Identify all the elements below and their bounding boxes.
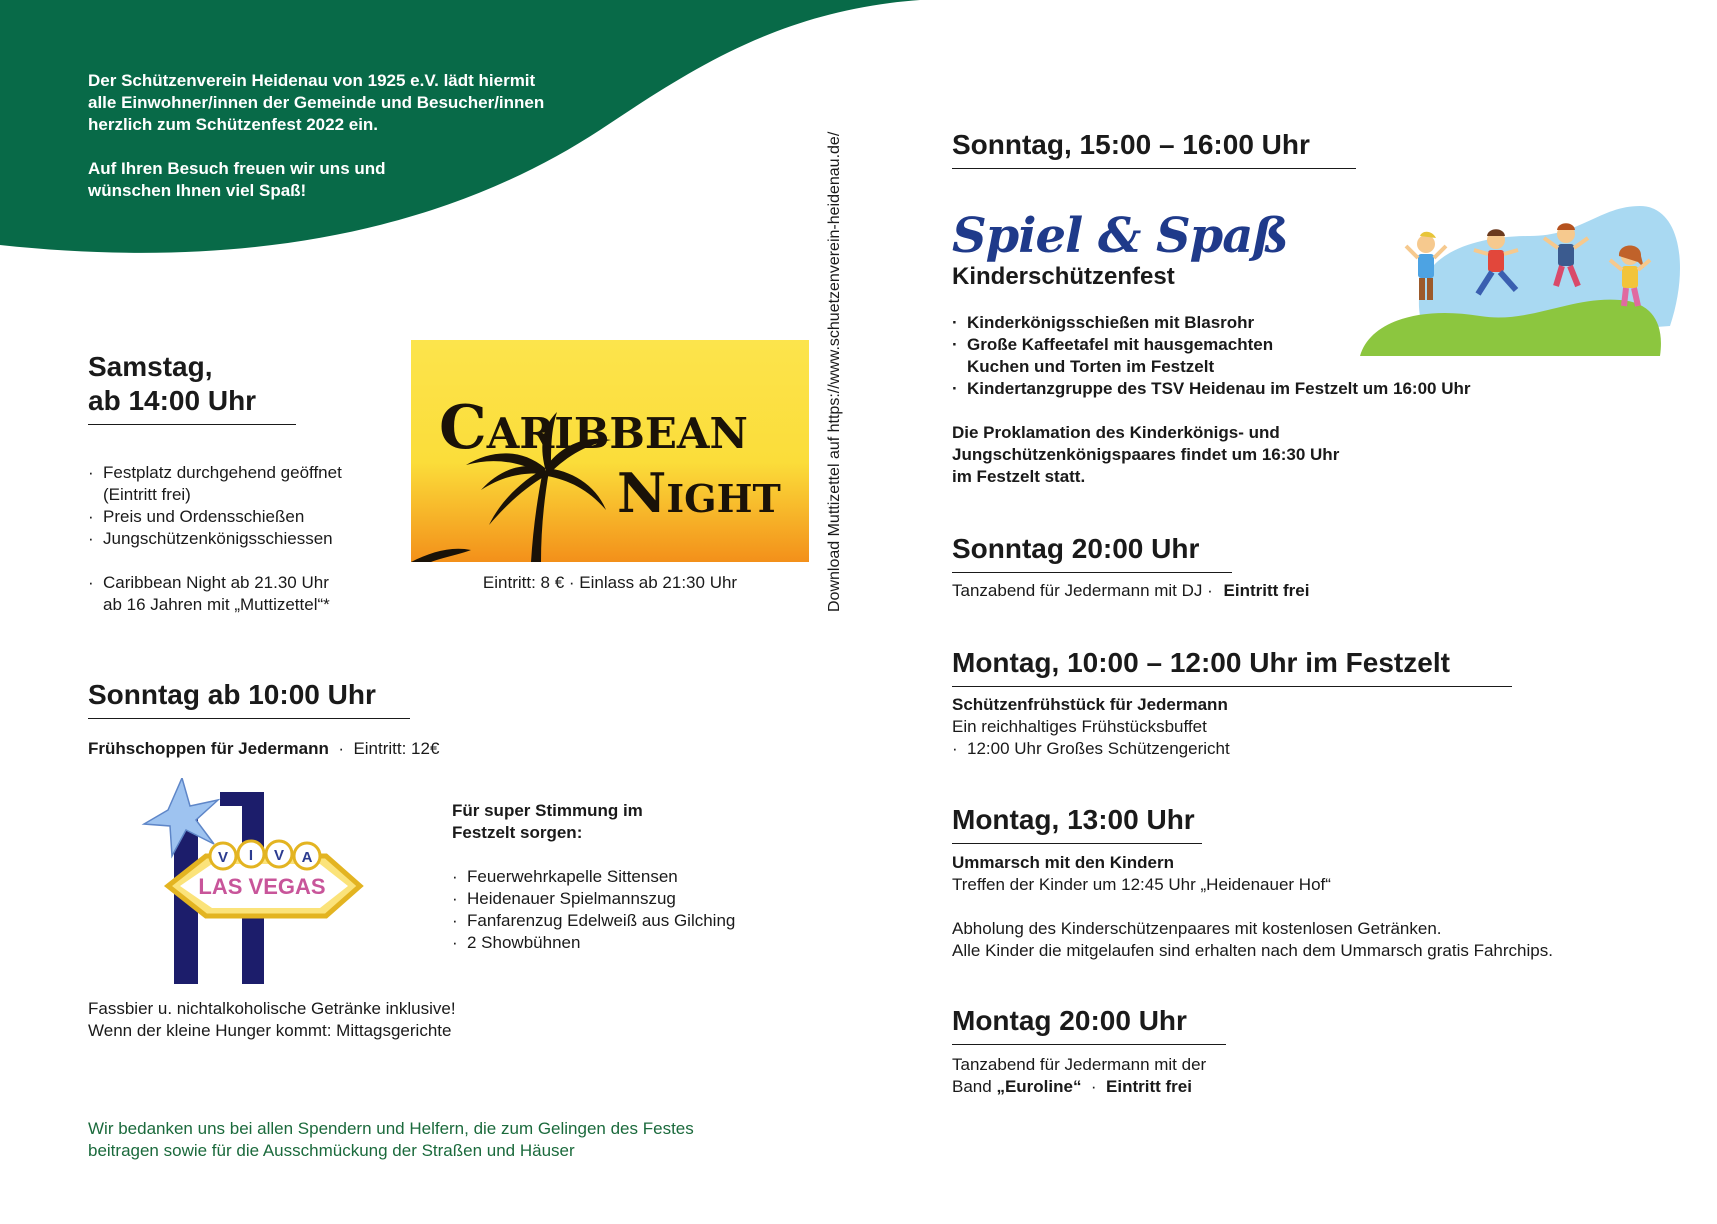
montag-13-heading: Montag, 13:00 Uhr: [952, 803, 1202, 844]
thanks-note: Wir bedanken uns bei allen Spendern und Helfern, die zum Gelingen des Festes beitragen sowie für die Ausschmückung der Straßen und Häuser: [88, 1119, 694, 1160]
list-item: · Große Kaffeetafel mit hausgemachten Kuchen und Torten im Festzelt: [952, 334, 1552, 378]
list-item: · Preis und Ordensschießen: [88, 506, 408, 528]
list-item: · Jungschützenkönigsschiessen: [88, 528, 408, 550]
proklamation-note: Die Proklamation des Kinderkönigs- und Jungschützenkönigspaares findet um 16:30 Uhr im Festzelt statt.: [952, 423, 1340, 486]
fruehschoppen-line: Frühschoppen für Jedermann · Eintritt: 12€: [88, 739, 440, 758]
viva-letter-4: A: [301, 849, 313, 866]
kinderschuetzenfest-title: Kinderschützenfest: [952, 263, 1175, 290]
kinderschuetzenfest-list: [952, 312, 1552, 400]
sonntag-15-heading: Sonntag, 15:00 – 16:00 Uhr: [952, 128, 1356, 169]
las-vegas-text: LAS VEGAS: [198, 874, 326, 899]
list-item: · Festplatz durchgehend geöffnet (Eintritt frei): [88, 462, 408, 506]
list-item: · Kindertanzgruppe des TSV Heidenau im Festzelt um 16:00 Uhr: [952, 378, 1552, 400]
night-title: Night: [617, 461, 781, 525]
stimmung-heading: Für super Stimmung im Festzelt sorgen:: [452, 801, 643, 842]
getraenke-note: Fassbier u. nichtalkoholische Getränke inklusive! Wenn der kleine Hunger kommt: Mittagsgerichte: [88, 999, 456, 1040]
caribbean-caption: Eintritt: 8 € · Einlass ab 21:30 Uhr: [482, 573, 738, 592]
caribbean-title: Caribbean: [439, 393, 748, 463]
list-item: · Feuerwehrkapelle Sittensen: [452, 866, 792, 888]
list-item: · Heidenauer Spielmannszug: [452, 888, 792, 910]
stimmung-list: [452, 866, 792, 954]
intro-text: [88, 70, 608, 202]
caribbean-night-poster: [411, 340, 809, 562]
list-item: · Fanfarenzug Edelweiß aus Gilching: [452, 910, 792, 932]
sonntag-morning-heading: Sonntag ab 10:00 Uhr: [88, 678, 410, 719]
montag-10-body: Schützenfrühstück für Jedermann Ein reichhaltiges Frühstücksbuffet · 12:00 Uhr Großes Schützengericht: [952, 694, 1472, 760]
sonntag-20-heading: Sonntag 20:00 Uhr: [952, 532, 1232, 573]
montag-10-heading: Montag, 10:00 – 12:00 Uhr im Festzelt: [952, 646, 1512, 687]
samstag-list: [88, 462, 408, 616]
viva-letter-3: V: [273, 847, 285, 864]
montag-20-heading: Montag 20:00 Uhr: [952, 1004, 1226, 1045]
sonntag-20-line: Tanzabend für Jedermann mit DJ · Eintritt frei: [952, 581, 1310, 600]
list-item: · Caribbean Night ab 21.30 Uhr ab 16 Jahren mit „Muttizettel“*: [88, 572, 408, 616]
samstag-heading: Samstag, ab 14:00 Uhr: [88, 350, 296, 425]
list-item: · 12:00 Uhr Großes Schützengericht: [952, 738, 1472, 760]
montag-13-body: Ummarsch mit den Kindern Treffen der Kinder um 12:45 Uhr „Heidenauer Hof“ Abholung des Kinderschützenpaares mit kostenlosen Getränken. Alle Kinder die mitgelaufen sind erhalten nach dem Ummarsch gratis Fahrchips.: [952, 853, 1553, 960]
viva-las-vegas-sign: [138, 778, 384, 984]
intro-paragraph-2: Auf Ihren Besuch freuen wir uns und wünschen Ihnen viel Spaß!: [88, 159, 386, 200]
muttizettel-download-note: Download Muttizettel auf https://www.schuetzenverein-heidenau.de/: [826, 131, 843, 612]
list-item: · 2 Showbühnen: [452, 932, 792, 954]
intro-paragraph-1: Der Schützenverein Heidenau von 1925 e.V. lädt hiermit alle Einwohner/innen der Gemeinde und Besucher/innen herzlich zum Schützenfest 2022 ein.: [88, 71, 545, 134]
spiel-spass-logo: Spiel & Spaß: [952, 208, 1288, 264]
viva-letter-1: V: [217, 849, 229, 866]
montag-20-body: Tanzabend für Jedermann mit der Band „Euroline“ · Eintritt frei: [952, 1055, 1207, 1096]
list-item: · Kinderkönigsschießen mit Blasrohr: [952, 312, 1552, 334]
viva-letter-2: I: [248, 847, 254, 864]
